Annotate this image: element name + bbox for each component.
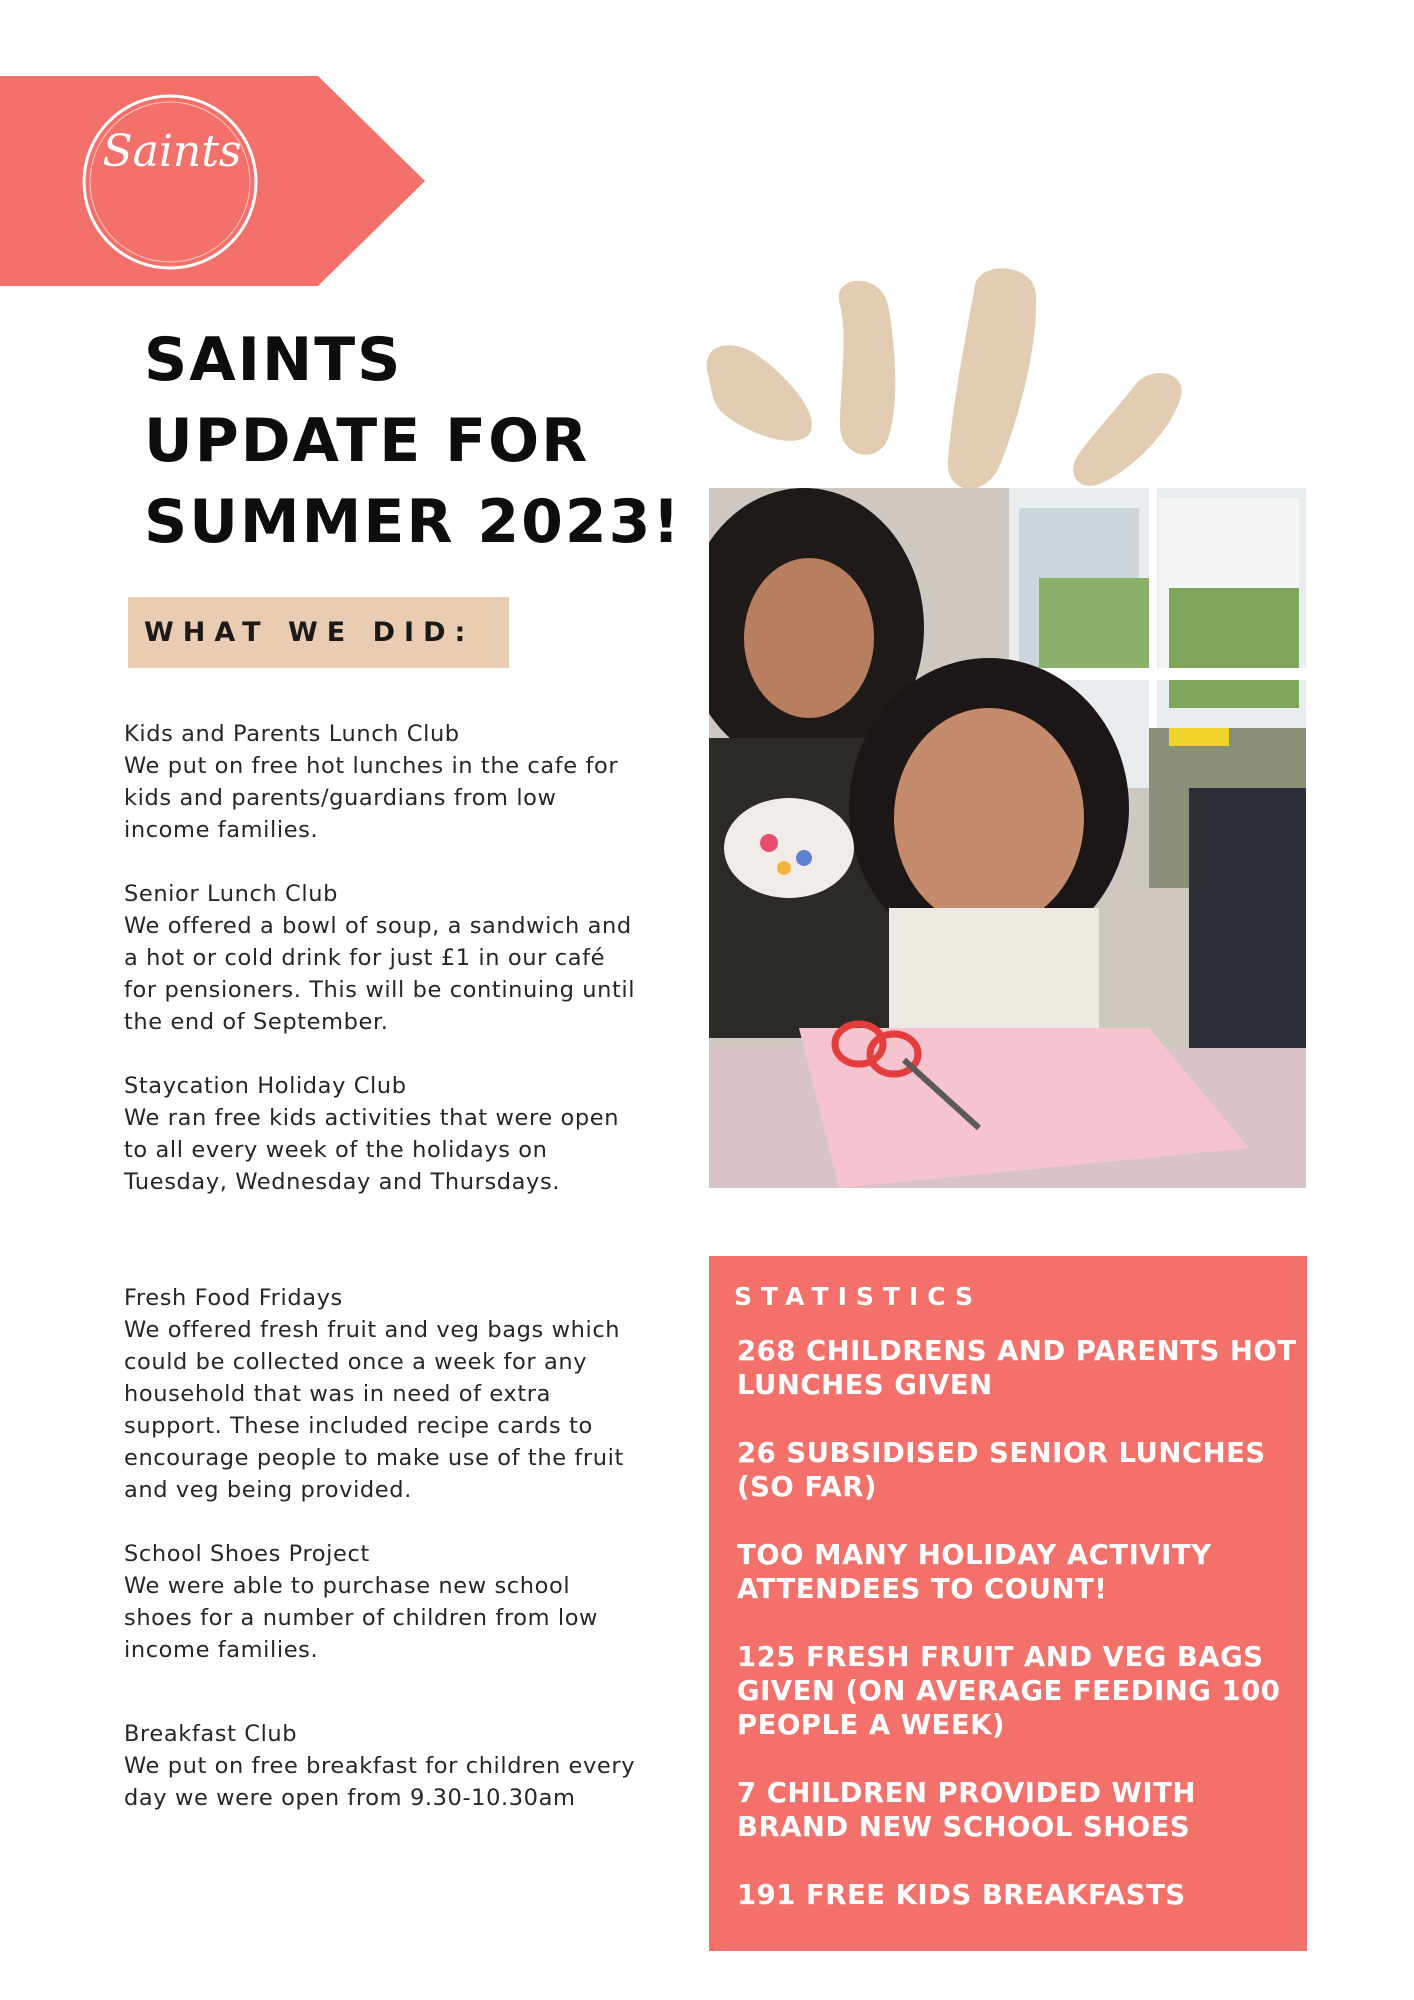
statistics-heading: STATISTICS: [734, 1282, 983, 1311]
section-title: Breakfast Club: [124, 1721, 298, 1747]
section-body: We were able to purchase new school shoes for a number of children from low income families.: [124, 1573, 599, 1663]
what-we-did-heading: WHAT WE DID:: [144, 617, 475, 648]
section-title: Staycation Holiday Club: [124, 1073, 407, 1099]
page-title: [144, 320, 682, 563]
stat-item: 26 SUBSIDISED SENIOR LUNCHES (SO FAR): [737, 1437, 1266, 1503]
section-title: Fresh Food Fridays: [124, 1285, 343, 1311]
section-body: We ran free kids activities that were open to all every week of the holidays on Tuesday, Wednesday and Thursdays.: [124, 1105, 620, 1195]
section-body: We put on free breakfast for children every day we were open from 9.30-10.30am: [124, 1753, 636, 1811]
section-body: We offered fresh fruit and veg bags which could be collected once a week for any household that was in need of extra support. These included recipe cards to encourage people to make use of the fruit and veg being provided.: [124, 1317, 624, 1503]
statistics-panel: [709, 1256, 1307, 1951]
stat-item: 191 FREE KIDS BREAKFASTS: [737, 1879, 1186, 1911]
what-we-did-label: [128, 597, 509, 668]
section-school-shoes-project: [124, 1538, 644, 1666]
photo-illustration: [709, 488, 1306, 1188]
title-line-3: SUMMER 2023!: [144, 487, 682, 557]
section-breakfast-club: [124, 1718, 644, 1814]
title-line-1: SAINTS: [144, 325, 403, 395]
section-title: Kids and Parents Lunch Club: [124, 721, 460, 747]
section-body: We offered a bowl of soup, a sandwich and a hot or cold drink for just £1 in our café for pensioners. This will be continuing until the end of September.: [124, 913, 636, 1035]
section-title: Senior Lunch Club: [124, 881, 338, 907]
section-kids-lunch-club: [124, 718, 644, 846]
section-title: School Shoes Project: [124, 1541, 370, 1567]
event-photo: [709, 488, 1306, 1188]
stat-item: 125 FRESH FRUIT AND VEG BAGS GIVEN (ON AVERAGE FEEDING 100 PEOPLE A WEEK): [737, 1641, 1281, 1741]
section-senior-lunch-club: [124, 878, 644, 1038]
stat-item: TOO MANY HOLIDAY ACTIVITY ATTENDEES TO COUNT!: [737, 1539, 1212, 1605]
title-line-2: UPDATE FOR: [144, 406, 590, 476]
section-staycation-holiday-club: [124, 1070, 644, 1198]
section-fresh-food-fridays: [124, 1282, 644, 1506]
section-body: We put on free hot lunches in the cafe for kids and parents/guardians from low income families.: [124, 753, 619, 843]
stat-item: 268 CHILDRENS AND PARENTS HOT LUNCHES GIVEN: [737, 1335, 1297, 1401]
header-banner: [0, 76, 425, 286]
stat-item: 7 CHILDREN PROVIDED WITH BRAND NEW SCHOOL SHOES: [737, 1777, 1196, 1843]
logo-wordmark: Saints: [102, 126, 242, 177]
